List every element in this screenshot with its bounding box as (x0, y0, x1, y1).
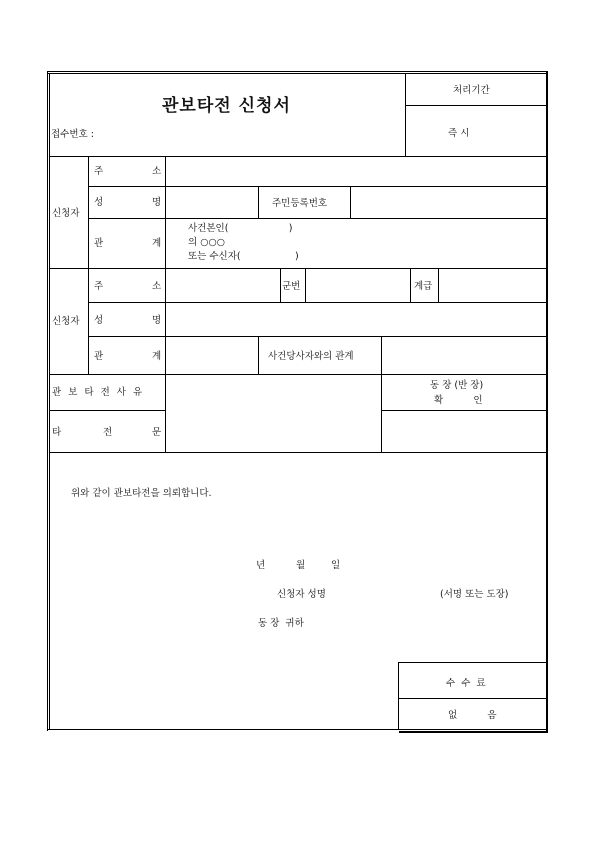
frame-top-inner (47, 73, 547, 74)
rank-left (410, 268, 411, 302)
confirm-label-line1: 동 장 (반 장) (430, 380, 484, 391)
date-year-label: 년 (256, 560, 266, 571)
applicant2-address-field[interactable] (167, 270, 278, 300)
rrn-right (350, 186, 351, 218)
header-divider (405, 73, 406, 156)
party-relation-right (381, 336, 382, 374)
applicant2-name-field[interactable] (167, 304, 545, 334)
party-relation-field[interactable] (383, 338, 545, 372)
party-relation-label: 사건당사자와의 관계 (268, 351, 354, 362)
telegram-text-label-b: 전 (103, 427, 113, 438)
frame-bottom (47, 729, 548, 730)
unit-field[interactable] (307, 270, 408, 300)
applicant1-bottom (49, 268, 546, 269)
frame-left-inner (49, 73, 50, 729)
processing-divider (405, 105, 546, 106)
telegram-text-label-a: 타 (52, 427, 62, 438)
applicant1-row1 (88, 186, 546, 187)
fee-left (398, 662, 399, 730)
fee-top (398, 662, 546, 663)
form-title: 관보타전 신청서 (162, 96, 291, 116)
sign-hint: (서명 또는 도장) (440, 589, 509, 600)
applicant2-group-label: 신청자 (52, 316, 80, 327)
relation-line-2: 의 ○○○ (188, 237, 226, 248)
applicant2-value-col (165, 268, 166, 374)
applicant2-name-label-a: 성 (94, 315, 104, 326)
frame-bottom-shadow (399, 731, 548, 733)
applicant1-address-field[interactable] (167, 158, 545, 185)
frame-top (47, 71, 547, 72)
unit-label: 군번 (282, 281, 301, 292)
rank-label: 계급 (414, 281, 433, 292)
receipt-number-label: 접수번호 : (51, 129, 94, 140)
applicant1-address-label-a: 주 (94, 166, 104, 177)
telegram-content-field[interactable] (167, 376, 379, 450)
header-bottom (49, 156, 546, 157)
applicant2-relation-label-b: 계 (152, 351, 162, 362)
applicant2-address-label-b: 소 (152, 281, 162, 292)
fee-value: 없 음 (448, 710, 497, 721)
telegram-label-col (165, 374, 166, 452)
applicant1-relation-label-b: 계 (152, 238, 162, 249)
telegram-confirm-col (381, 374, 382, 452)
processing-period-value: 즉 시 (448, 128, 470, 139)
confirm-label-line2: 확 인 (434, 395, 483, 406)
rank-field[interactable] (440, 270, 545, 300)
unit-right (305, 268, 306, 302)
telegram-mid-left (49, 410, 165, 411)
rrn-field[interactable] (352, 188, 545, 216)
signer-label: 신청자 성명 (277, 589, 326, 600)
fee-label: 수 수 료 (446, 678, 486, 689)
telegram-bottom (49, 452, 546, 453)
relation-line-3: 또는 수신자( ) (188, 251, 299, 262)
applicant2-row1 (88, 302, 546, 303)
applicant2-name-label-b: 명 (152, 315, 162, 326)
applicant1-value-col (165, 156, 166, 268)
applicant1-label-col (88, 156, 89, 268)
confirm-signature-field[interactable] (383, 412, 545, 450)
rrn-left (258, 186, 259, 218)
recipient-label: 동 장 귀하 (258, 618, 304, 629)
telegram-reason-label: 관 보 타 전 사 유 (52, 387, 145, 398)
applicant2-bottom (49, 374, 546, 375)
frame-right (546, 71, 548, 733)
telegram-mid-right (381, 410, 546, 411)
applicant2-label-col (88, 268, 89, 374)
applicant2-row2 (88, 336, 546, 337)
frame-left (47, 71, 48, 731)
applicant1-group-label: 신청자 (52, 208, 80, 219)
processing-period-label: 처리기간 (453, 85, 490, 96)
applicant1-name-field[interactable] (167, 188, 256, 216)
rank-right (438, 268, 439, 302)
party-relation-left (258, 336, 259, 374)
relation-line-1: 사건본인( ) (188, 223, 293, 234)
applicant2-relation-field[interactable] (167, 338, 256, 372)
unit-left (280, 268, 281, 302)
applicant1-address-label-b: 소 (152, 166, 162, 177)
date-month-label: 월 (296, 560, 306, 571)
applicant2-relation-label-a: 관 (94, 351, 104, 362)
rrn-label: 주민등록번호 (272, 198, 328, 209)
applicant1-row2 (88, 218, 546, 219)
telegram-text-label-c: 문 (152, 427, 162, 438)
date-day-label: 일 (331, 560, 341, 571)
fee-mid (398, 698, 546, 699)
declaration-statement: 위와 같이 관보타전을 의뢰합니다. (71, 488, 212, 499)
applicant1-name-label-a: 성 (94, 197, 104, 208)
applicant1-name-label-b: 명 (152, 197, 162, 208)
applicant1-relation-label-a: 관 (94, 238, 104, 249)
applicant2-address-label-a: 주 (94, 281, 104, 292)
